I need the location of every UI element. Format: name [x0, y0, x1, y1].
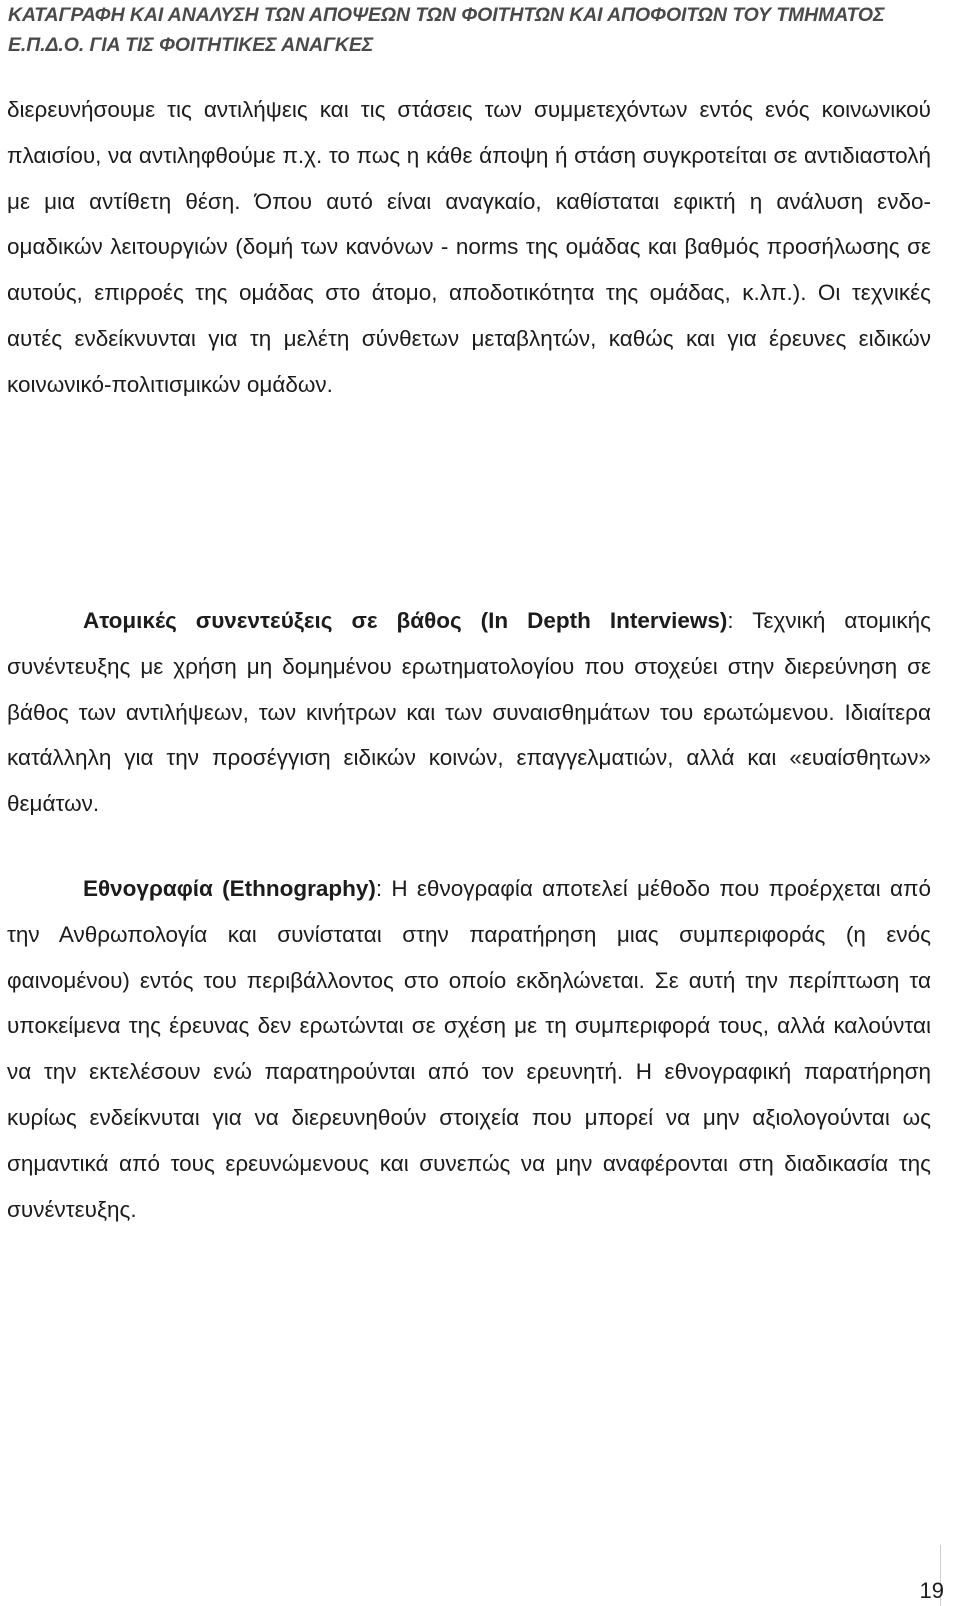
definition-in-depth-interviews: : Τεχνική ατομικής συνέντευξης με χρήση μη δομημένου ερωτηματολογίου που στοχεύει στην διερεύνηση σε βάθος των αντιλήψεων, των κινήτρων και των συναισθημάτων του ερωτώμενου. Ιδιαίτερα κατάλληλη για την προσέγγιση ειδικών κοινών, επαγγελματιών, αλλά και «ευαίσθητων» θεμάτων. — [7, 608, 931, 817]
header-line-2: Ε.Π.Δ.Ο. ΓΙΑ ΤΙΣ ΦΟΙΤΗΤΙΚΕΣ ΑΝΑΓΚΕΣ — [8, 34, 374, 56]
paragraph-ethnography — [7, 866, 931, 1232]
term-in-depth-interviews: Ατομικές συνεντεύξεις σε βάθος (In Depth Interviews) — [83, 608, 728, 633]
paragraph-in-depth-interviews — [7, 598, 931, 827]
running-header — [8, 0, 952, 60]
page-number: 19 — [919, 1578, 944, 1603]
paragraph-focus-groups-continued: διερευνήσουμε τις αντιλήψεις και τις στάσεις των συμμετεχόντων εντός ενός κοινωνικού πλαισίου, να αντιληφθούμε π.χ. το πως η κάθε άποψη ή στάση συγκροτείται σε αντιδιαστολή με μια αντίθετη θέση. Όπου αυτό είναι αναγκαίο, καθίσταται εφικτή η ανάλυση ενδο-ομαδικών λειτουργιών (δομή των κανόνων - norms της ομάδας και βαθμός προσήλωσης σε αυτούς, επιρροές της ομάδας στο άτομο, αποδοτικότητα της ομάδας, κ.λπ.). Οι τεχνικές αυτές ενδείκνυνται για τη μελέτη σύνθετων μεταβλητών, καθώς και για έρευνες ειδικών κοινωνικό-πολιτισμικών ομάδων. — [7, 97, 931, 397]
term-ethnography: Εθνογραφία (Ethnography) — [83, 876, 376, 901]
header-line-1: ΚΑΤΑΓΡΑΦΗ ΚΑΙ ΑΝΑΛΥΣΗ ΤΩΝ ΑΠΟΨΕΩΝ ΤΩΝ ΦΟΙΤΗΤΩΝ ΚΑΙ ΑΠΟΦΟΙΤΩΝ ΤΟΥ ΤΜΗΜΑΤΟΣ — [8, 4, 885, 26]
definition-ethnography: : Η εθνογραφία αποτελεί μέθοδο που προέρχεται από την Ανθρωπολογία και συνίσταται στην παρατήρηση μιας συμπεριφοράς (η ενός φαινομένου) εντός του περιβάλλοντος στο οποίο εκδηλώνεται. Σε αυτή την περίπτωση τα υποκείμενα της έρευνας δεν ερωτώνται σε σχέση με τη συμπεριφορά τους, αλλά καλούνται να την εκτελέσουν ενώ παρατηρούνται από τον ερευνητή. Η εθνογραφική παρατήρηση κυρίως ενδείκνυται για να διερευνηθούν στοιχεία που μπορεί να μην αξιολογούνται ως σημαντικά από τους ερευνώμενους και συνεπώς να μην αναφέρονται στη διαδικασία της συνέντευξης. — [7, 876, 931, 1222]
